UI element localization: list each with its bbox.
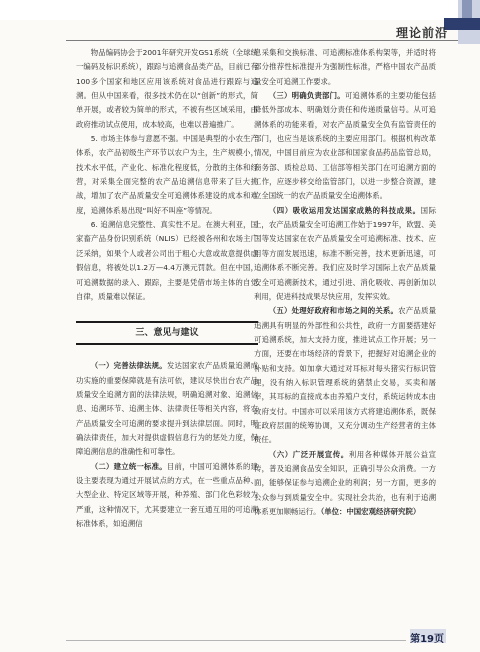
footer-rule: [66, 640, 406, 641]
paragraph-body: 目前，中国可追溯体系的建设主要表现为通过开展试点的方式，在一些重点品种、大型企业、特定区域等开展，种养殖、部门化色彩较为严重，这种情况下，尤其要建立一套互通互用的可追溯标准体系，如追溯信: [76, 461, 258, 528]
paragraph: [254, 448, 436, 520]
paragraph: [254, 89, 436, 204]
section-heading: 三、意见与建议: [76, 321, 258, 345]
paragraph-lead: （六）广泛开展宣传。: [268, 449, 349, 459]
top-bar: [0, 0, 480, 20]
page-footer: [410, 629, 446, 643]
paragraph: 物品编码协会于2001年研究开发GS1系统（全球统一编码及标识系统），跟踪与追溯食品类产品，目前已有100多个国家和地区应用该系统对食品进行跟踪与追溯。但从中国来看，很多技术仍在以“创新”的形式，简单开展，或者较为简单的形式，不被有些区域采用，由政府推动试点使用，成本较高，也难以普遍推广。: [76, 48, 258, 129]
paragraph-lead: （三）明确负责部门。: [268, 91, 345, 101]
corner-block-dark: [444, 18, 480, 30]
paragraph-lead: （四）吸收运用发达国家成熟的科技成果。: [268, 205, 421, 215]
page-number: 第19页: [410, 634, 444, 645]
paragraph-body: 发达国家农产品质量追溯成功实施的重要保障就是有法可依，建议尽快出台农产品质量安全追溯方面的法律法规，明确追溯对象、追溯信息、追溯环节、追溯主体、法律责任等相关内容，将农产品质量安全可追溯的要求提升到法律层面。同时，明确法律责任，加大对提供虚假信息行为的惩处力度，保障追溯信息的准确性和可靠性。: [76, 361, 258, 457]
paragraph: 6. 追溯信息完整性、真实性不足。在澳大利亚，国家畜产品身份识别系统（NLIS）已经被各州和农场主广泛采纳，如果个人或者公司出于粗心大意或故意提供虚假信息，将被处以1.2万—4.4万澳元罚款。但在中国，可追溯数据的录入、跟踪，主要是凭借市场主体的自觉自律，质量难以保证。: [76, 220, 258, 301]
corner-decoration: [444, 0, 480, 44]
corner-block-mid: [462, 0, 472, 18]
paragraph-lead: （五）处理好政府和市场之间的关系。: [268, 306, 399, 316]
paragraph: [254, 204, 436, 304]
paragraph: [76, 359, 258, 459]
paragraph-lead: （一）完善法律法规。: [90, 361, 167, 371]
header-rule: [66, 40, 458, 41]
paragraph: [76, 460, 258, 532]
paragraph-body: 利用各种媒体开展公益宣传，普及追溯食品安全知识，正确引导公众消费。一方面，能够保证参与追溯企业的利润；另一方面，更多的公众参与到质量安全中。实现社会共治，也有利于追溯体系更加顺畅运行。: [254, 449, 436, 516]
paragraph: [254, 304, 436, 447]
section-title: 理论前沿: [395, 26, 448, 40]
author-credit: （单位：中国宏观经济研究院）: [320, 507, 421, 516]
paragraph: 5. 市场主体参与意愿不强。中国是典型的小农生产体系，农产品初级生产环节以农户为主，生产规模小，技术水平低，产业化、标准化程度低，分散的主体和经营，对采集全面完整的农产品追溯信息带来了巨大挑战，增加了农产品质量安全可追溯体系建设的成本和难度，追溯体系易出现“叫好不叫座”等情况。: [76, 134, 258, 215]
paragraph-body: 国际上，农产品质量安全可追溯工作始于1997年，欧盟、美国等发达国家在农产品质量安全可追溯标准、技术、应用等方面发展迅速，标准不断完善，技术更新迅速，可追溯体系不断完善。我们应及时学习国际上农产品质量安全可追溯新技术，通过引进、消化吸收、再创新加以利用，促进科技成果尽快应用，发挥实效。: [254, 205, 436, 301]
left-column: [76, 46, 258, 531]
right-column: [254, 46, 436, 519]
paragraph-lead: （二）建立统一标准。: [90, 461, 167, 471]
paragraph: 息采集和交换标准、可追溯标准体系构架等，并适时将部分推荐性标准提升为强制性标准，严格中国农产品质量安全可追溯工作要求。: [254, 48, 436, 86]
paragraph-body: 农产品质量追溯具有明显的外部性和公共性，政府一方面要搭建好可追溯系统，加大支持力度，推进试点工作开展；另一方面，还要在市场经济的背景下，把握好对追溯企业的补贴和支持。如加拿大通过对耳标对每头猪实行标识管理，没有纳入标识管理系统的猪禁止交易，买卖和屠宰，其耳标的直接成本由养殖户支付，系统运转成本由政府支付。中国亦可以采用该方式将建追溯体系，既保证政府层面的统筹协调，又充分调动生产经营者的主体责任。: [254, 306, 436, 445]
paragraph-body: 可追溯体系的主要功能包括降低外部成本、明确划分责任和传递质量信号。从可追溯体系的功能来看，对农产品质量安全负有监管责任的部门，也应当是该系统的主要应用部门。根据机构改革情况，中国目前应为农业部和国家食品药品监管总局，商务部、质检总局、工信部等相关部门在可追溯方面的工作，应逐步移交给监管部门，以进一步整合资源，建立全国统一的农产品质量安全追溯体系。: [254, 91, 436, 201]
